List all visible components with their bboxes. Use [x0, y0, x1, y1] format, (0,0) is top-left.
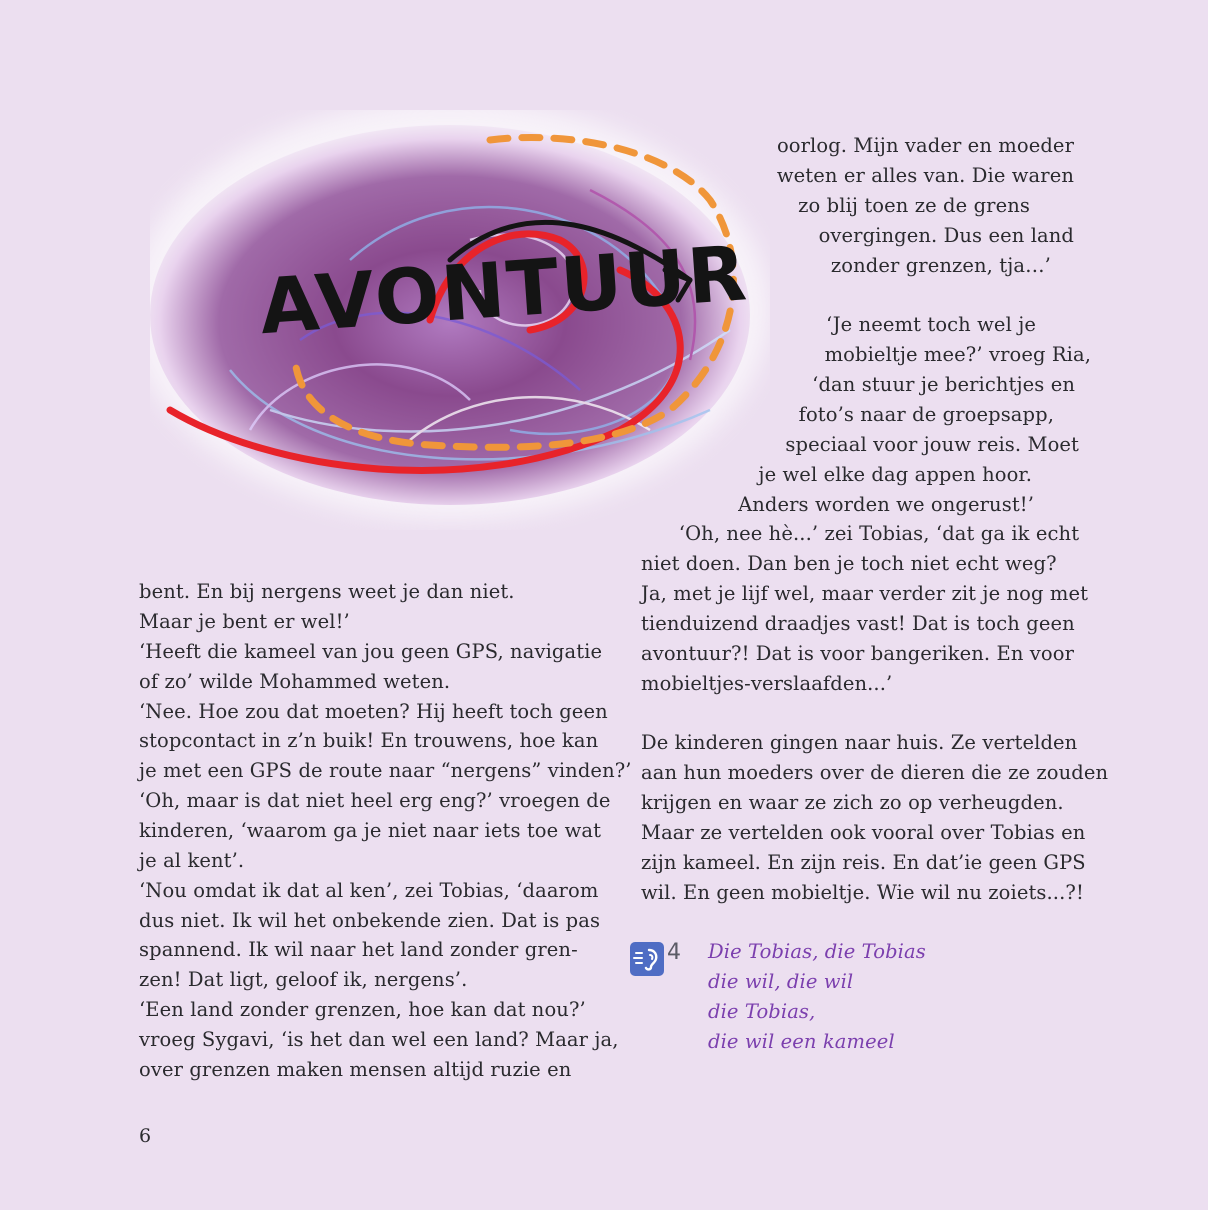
lyric-line: die wil een kameel: [708, 1030, 895, 1053]
lyric-line: die wil, die wil: [708, 970, 854, 993]
text-line: zonder grenzen, tja…’: [830, 254, 1051, 277]
text-line: of zo’ wilde Mohammed weten.: [139, 670, 451, 693]
text-line: zen! Dat ligt, geloof ik, nergens’.: [139, 968, 468, 991]
page-number: 6: [139, 1125, 152, 1147]
listen-ear-icon[interactable]: [630, 942, 664, 976]
text-line: oorlog. Mijn vader en moeder: [776, 134, 1074, 157]
text-line: tienduizend draadjes vast! Dat is toch geen: [641, 612, 1075, 635]
text-line: over grenzen maken mensen altijd ruzie en: [139, 1058, 572, 1081]
text-line: foto’s naar de groepsapp,: [798, 403, 1054, 426]
text-line: mobieltjes-verslaafden...’: [641, 672, 893, 695]
text-line: speciaal voor jouw reis. Moet: [785, 433, 1079, 456]
text-line: Maar ze vertelden ook vooral over Tobias en: [641, 821, 1086, 844]
text-line: ‘Oh, maar is dat niet heel erg eng?’ vroegen de: [139, 789, 611, 812]
lyric-line: Die Tobias, die Tobias: [708, 940, 926, 963]
text-line: kinderen, ‘waarom ga je niet naar iets toe wat: [139, 819, 602, 842]
text-line: vroeg Sygavi, ‘is het dan wel een land? Maar ja,: [139, 1028, 619, 1051]
text-line: krijgen en waar ze zich zo op verheugden.: [641, 791, 1064, 814]
avontuur-illustration: [150, 110, 770, 530]
text-line: aan hun moeders over de dieren die ze zouden: [641, 761, 1109, 784]
text-line: ‘Heeft die kameel van jou geen GPS, navigatie: [139, 640, 603, 663]
text-line: ‘Nee. Hoe zou dat moeten? Hij heeft toch geen: [139, 700, 608, 723]
text-line: mobieltje mee?’ vroeg Ria,: [824, 343, 1091, 366]
text-line: dus niet. Ik wil het onbekende zien. Dat is pas: [139, 909, 601, 932]
text-line: ‘Een land zonder grenzen, hoe kan dat nou?’: [139, 998, 586, 1021]
text-line: niet doen. Dan ben je toch niet echt weg?: [641, 552, 1057, 575]
text-line: wil. En geen mobieltje. Wie wil nu zoiets...?!: [641, 881, 1084, 904]
text-line: ‘Je neemt toch wel je: [826, 313, 1036, 336]
text-line: avontuur?! Dat is voor bangeriken. En voor: [641, 642, 1075, 665]
text-line: ‘dan stuur je berichtjes en: [812, 373, 1075, 396]
text-line: stopcontact in z’n buik! En trouwens, hoe kan: [139, 729, 599, 752]
text-line: Maar je bent er wel!’: [139, 610, 350, 633]
text-line: ‘Nou omdat ik dat al ken’, zei Tobias, ‘daarom: [139, 879, 599, 902]
track-number: 4: [667, 940, 681, 965]
text-line: je al kent’.: [139, 849, 245, 872]
text-line: overgingen. Dus een land: [818, 224, 1074, 247]
text-line: je met een GPS de route naar “nergens” vinden?’: [139, 759, 632, 782]
text-line: Anders worden we ongerust!’: [738, 493, 1034, 516]
text-line: zo blij toen ze de grens: [798, 194, 1030, 217]
text-line: De kinderen gingen naar huis. Ze vertelden: [641, 731, 1078, 754]
text-line: weten er alles van. Die waren: [776, 164, 1074, 187]
lyric-line: die Tobias,: [708, 1000, 816, 1023]
avontuur-lettering: AVONTUUR: [256, 228, 752, 352]
text-line: spannend. Ik wil naar het land zonder gren-: [139, 938, 578, 961]
text-line: je wel elke dag appen hoor.: [758, 463, 1032, 486]
text-line: bent. En bij nergens weet je dan niet.: [139, 580, 515, 603]
text-line: zijn kameel. En zijn reis. En dat’ie geen GPS: [641, 851, 1086, 874]
text-line: Ja, met je lijf wel, maar verder zit je nog met: [641, 582, 1089, 605]
text-line: ‘Oh, nee hè...’ zei Tobias, ‘dat ga ik echt: [641, 522, 1080, 545]
